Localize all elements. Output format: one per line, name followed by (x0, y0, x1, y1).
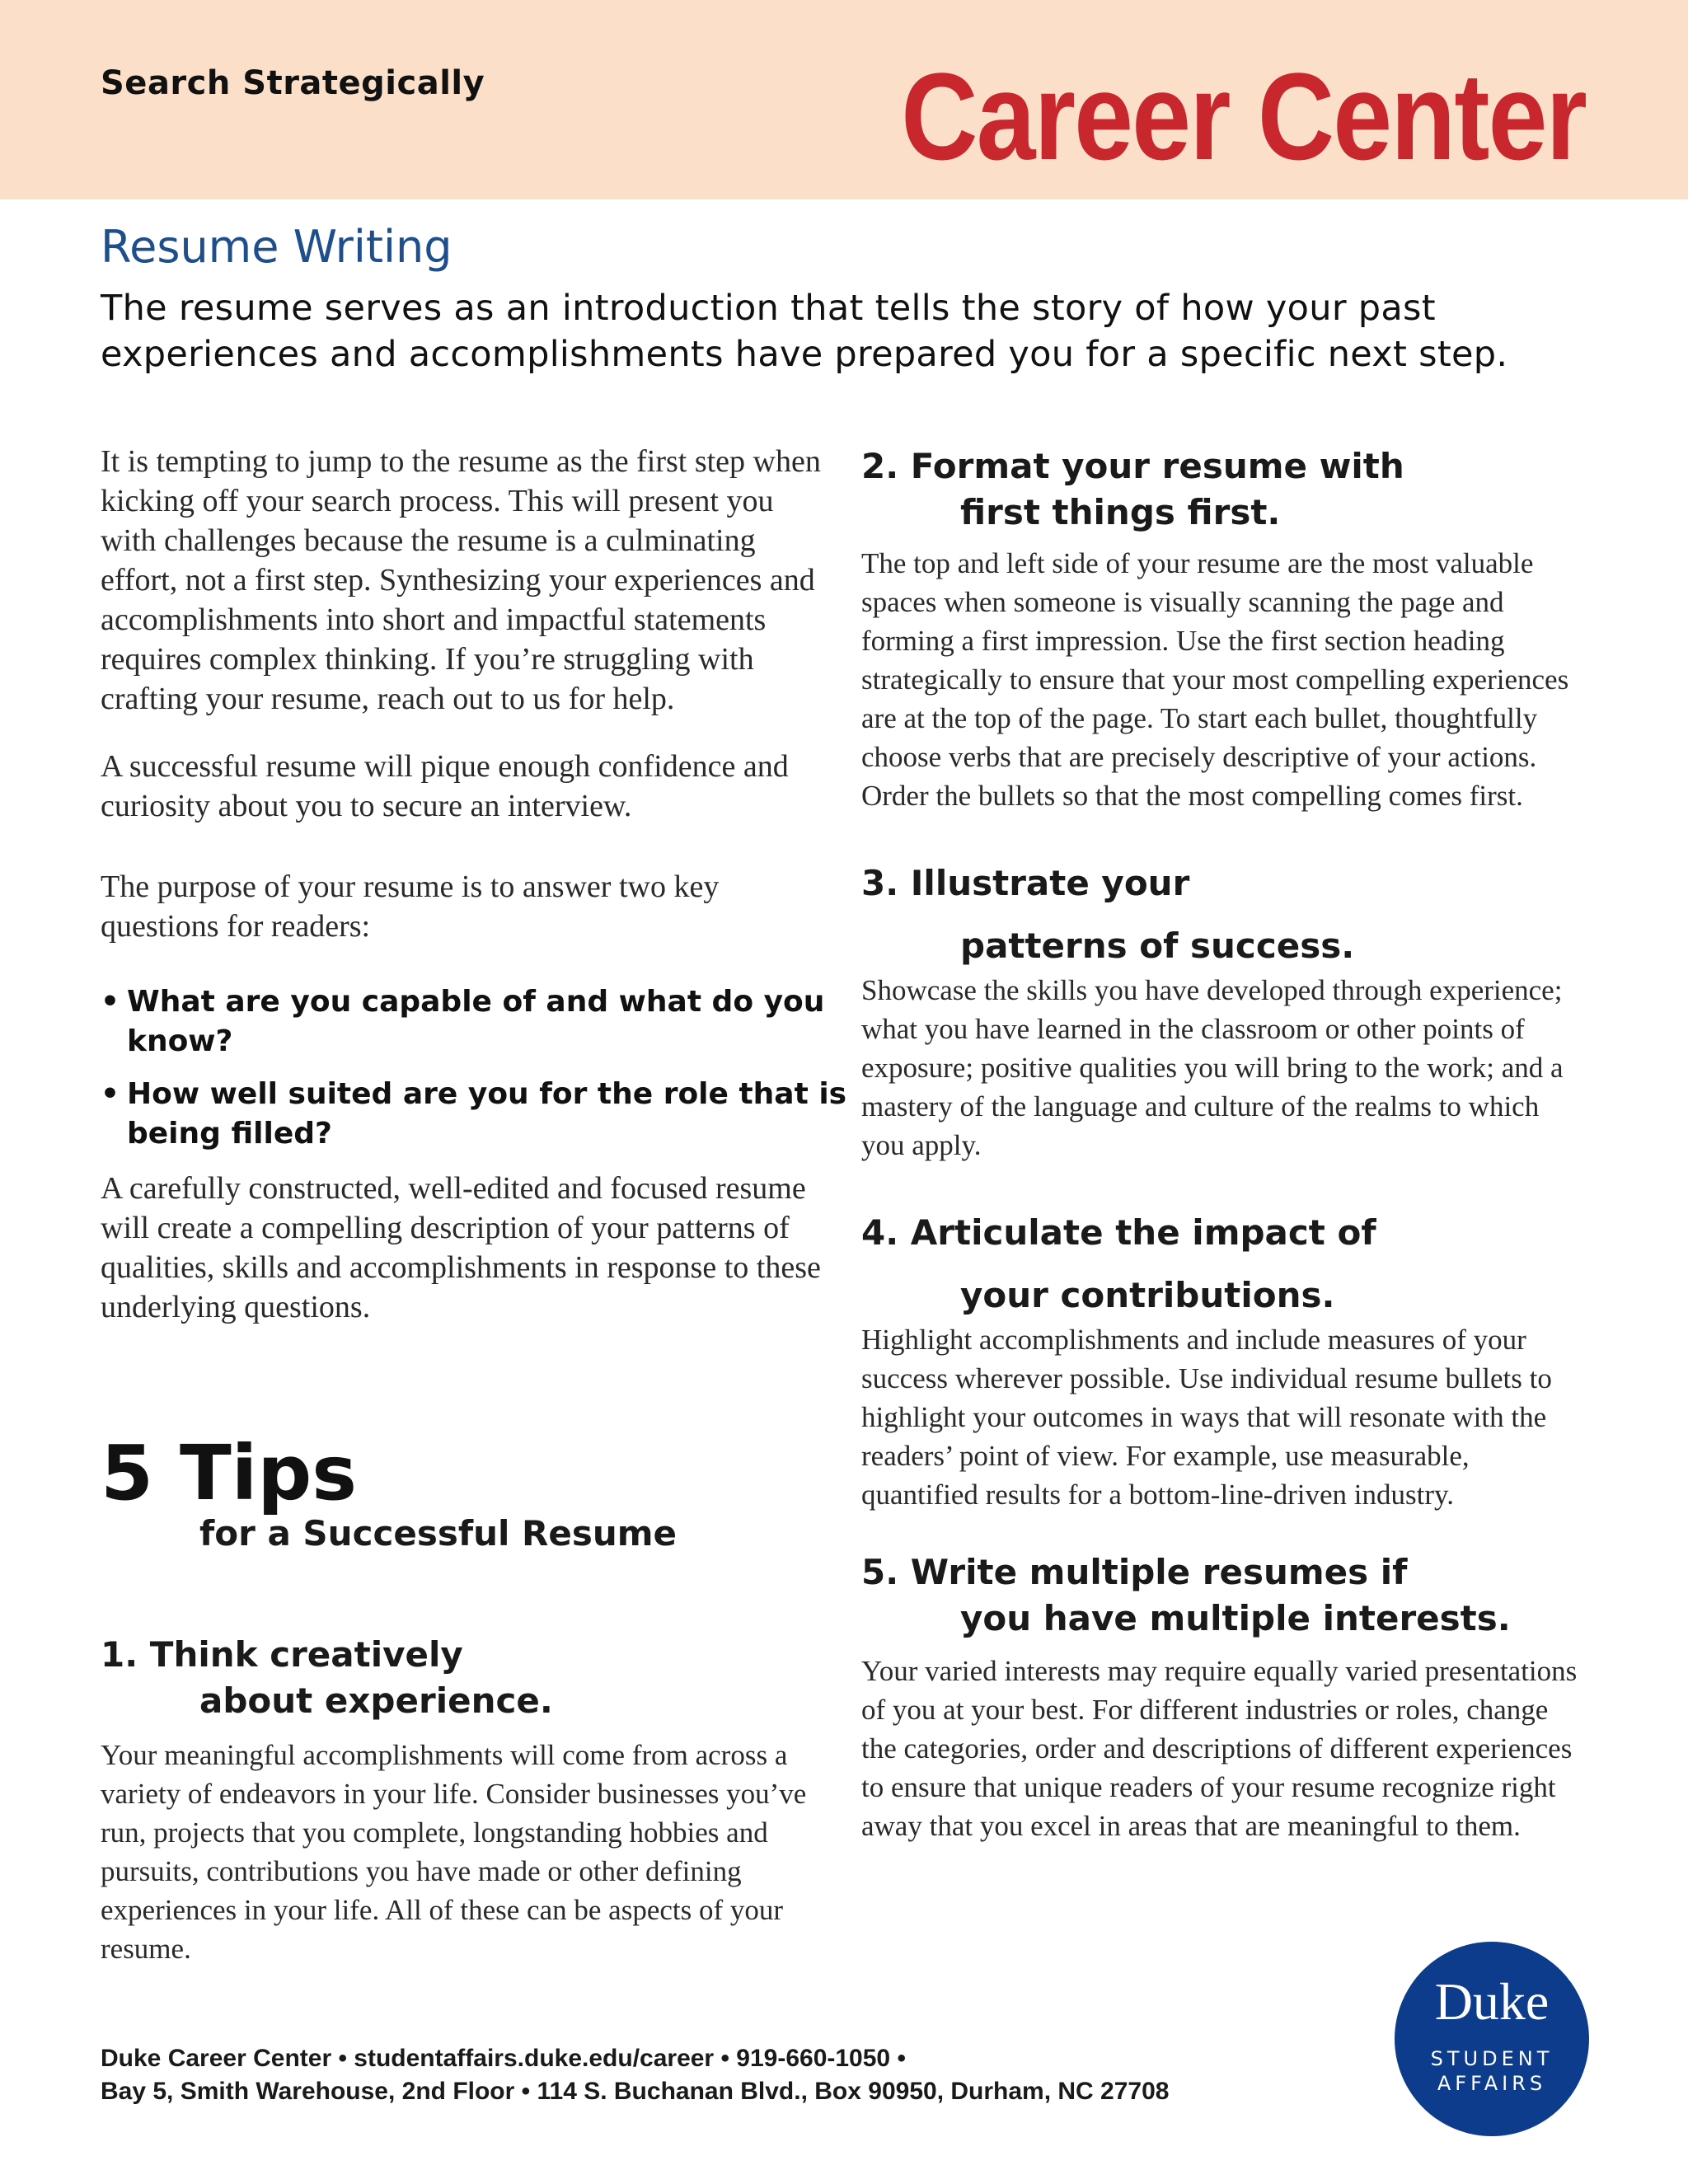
tip-5-body: Your varied interests may require equally varied presentations of you at your best. For different industries or roles, change the categories, order and descriptions of different experiences to ensure that unique readers of your resume recognize right away that you excel in areas that are meaningful to them. (861, 1655, 1578, 1842)
section-title: Resume Writing (101, 221, 452, 273)
tip-3-title: 3. Illustrate your patterns of success. (861, 863, 1355, 966)
question-bullet (101, 1075, 852, 1154)
footer-contact (101, 2042, 1337, 2108)
lede-paragraph: The resume serves as an introduction that tells the story of how your past experiences and accomplishments have prepared you for a specific next step. (101, 288, 1508, 375)
tip-4-title: 4. Articulate the impact of your contributions. (861, 1212, 1376, 1315)
logo-line-1: STUDENT (1430, 2047, 1554, 2070)
question-bullet (101, 982, 852, 1062)
intro-paragraph-3: The purpose of your resume is to answer two key questions for readers: (101, 869, 720, 944)
tip-2-body: The top and left side of your resume are the most valuable spaces when someone is visually scanning the page and forming a first impression. Use the first section heading strategically to ensure that your most compelling experiences are at the top of the page. To start each bullet, thoughtfully choose verbs that are precisely descriptive of your actions. Order the bullets so that the most compelling comes first. (861, 547, 1569, 812)
duke-student-affairs-logo (1395, 1942, 1589, 2136)
intro-paragraph-1: It is tempting to jump to the resume as the first step when kicking off your search process. This will present you with challenges because the resume is a culminating effort, not a first step. Synthesizing your experiences and accomplishments into short and impactful statements requires complex thinking. If you’re struggling with crafting your resume, reach out to us for help. (101, 444, 821, 716)
question-text: How well suited are you for the role that is being filled? (127, 1077, 847, 1151)
footer-line-1: Duke Career Center • studentaffairs.duke.edu/career • 919-660-1050 • (101, 2045, 906, 2072)
footer-line-2: Bay 5, Smith Warehouse, 2nd Floor • 114 S. Buchanan Blvd., Box 90950, Durham, NC 27708 (101, 2078, 1170, 2105)
question-text: What are you capable of and what do you know? (127, 985, 825, 1058)
intro-paragraph-2: A successful resume will pique enough confidence and curiosity about you to secure an interview. (101, 749, 789, 823)
bullet-dot-icon: • (101, 985, 120, 1019)
tip-2-title: 2. Format your resume with first things first. (861, 446, 1404, 532)
tip-1-body: Your meaningful accomplishments will come from across a variety of endeavors in your life. Consider businesses you’ve run, projects that you complete, longstanding hobbies and pursuits, contributions you have made or other defining experiences in your life. All of these can be aspects of your resume. (101, 1739, 807, 1965)
tips-heading: 5 Tips (101, 1429, 357, 1517)
logo-wordmark: Duke (1434, 1972, 1550, 2031)
header-eyebrow: Search Strategically (101, 64, 485, 102)
intro-paragraph-4: A carefully constructed, well-edited and focused resume will create a compelling description of your patterns of qualities, skills and accomplishments in response to these underlying questions. (101, 1171, 821, 1324)
tip-5-title: 5. Write multiple resumes if you have multiple interests. (861, 1552, 1511, 1638)
tips-subheading: for a Successful Resume (199, 1513, 678, 1554)
bullet-dot-icon: • (101, 1077, 120, 1111)
tip-3-body: Showcase the skills you have developed through experience; what you have learned in the classroom or other points of exposure; positive qualities you will bring to the work; and a mastery of the language and culture of the realms to which you apply. (861, 974, 1564, 1161)
tip-1-title: 1. Think creatively about experience. (101, 1634, 553, 1721)
brand-title: Career Center (901, 47, 1586, 185)
tip-4-body: Highlight accomplishments and include measures of your success wherever possible. Use individual resume bullets to highlight your outcomes in ways that will resonate with the readers’ point of view. For example, use measurable, quantified results for a bottom-line-driven industry. (861, 1324, 1552, 1511)
logo-line-2: AFFAIRS (1437, 2072, 1547, 2095)
